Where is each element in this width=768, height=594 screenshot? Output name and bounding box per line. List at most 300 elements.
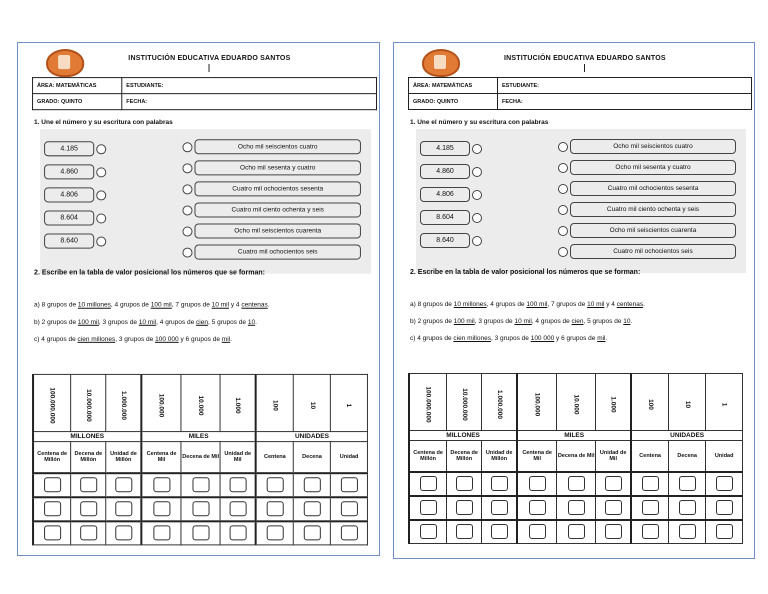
answer-cell — [181, 473, 220, 497]
underlined-value: 10 mil — [211, 301, 230, 309]
word-box[interactable]: Ocho mil seiscientos cuarenta — [194, 224, 360, 239]
connector-dot[interactable] — [472, 144, 482, 154]
underlined-value: cien — [196, 318, 209, 326]
header — [18, 43, 379, 121]
connector-dot[interactable] — [182, 184, 192, 194]
item-text: , 3 grupos de — [98, 318, 139, 326]
item-text: . — [255, 318, 257, 326]
answer-cell — [706, 496, 743, 520]
answer-cell — [596, 496, 632, 520]
answer-cell — [517, 496, 557, 520]
answer-cell — [33, 473, 71, 497]
connector-dot[interactable] — [558, 163, 568, 173]
place-value-heading — [293, 374, 330, 431]
column-heading: Decena de Mil — [181, 442, 220, 474]
column-heading: Decena de Millón — [71, 442, 106, 474]
column-heading: Unidad de Millón — [482, 441, 518, 473]
place-value-heading — [106, 374, 142, 431]
exercise-2-title: 2. Escribe en la tabla de valor posicional los números que se forman: — [34, 269, 265, 277]
digit-input-box[interactable] — [341, 477, 358, 492]
digit-input-box[interactable] — [303, 477, 320, 492]
answer-cell — [106, 497, 142, 521]
connector-dot[interactable] — [472, 236, 482, 246]
answer-cell — [409, 520, 447, 544]
item-text: , 3 grupos de — [474, 318, 515, 325]
answer-cell — [141, 521, 181, 545]
exercise-2-item — [410, 318, 632, 325]
digit-input-box[interactable] — [303, 526, 320, 541]
column-heading: Decena de Mil — [557, 441, 596, 473]
connector-dot[interactable] — [96, 144, 106, 154]
digit-input-box[interactable] — [568, 476, 585, 491]
connector-dot[interactable] — [182, 248, 192, 258]
connector-dot[interactable] — [558, 184, 568, 194]
answer-cell — [482, 472, 518, 496]
underlined-value: 10 millones — [77, 301, 111, 309]
answer-row — [33, 521, 368, 545]
answer-cell — [706, 472, 743, 496]
item-text: 2 grupos de — [41, 318, 78, 326]
column-heading: Centena — [631, 441, 669, 473]
answer-cell — [71, 521, 106, 545]
digit-input-box[interactable] — [420, 500, 437, 515]
column-heading: Centena de Mil — [517, 441, 557, 473]
digit-input-box[interactable] — [679, 500, 696, 515]
underlined-value: 100 mil — [150, 301, 172, 309]
column-heading: Centena de Millón — [409, 441, 447, 473]
exercise-2-item — [410, 301, 645, 308]
place-value-heading — [706, 374, 743, 431]
column-heading: Decena — [669, 441, 706, 473]
answer-cell — [106, 473, 142, 497]
word-box[interactable]: Ocho mil seiscientos cuatro — [570, 139, 736, 154]
answer-cell — [256, 521, 294, 545]
digit-input-box[interactable] — [529, 500, 546, 515]
underlined-value: cien millones — [453, 335, 491, 342]
item-label: a) — [34, 301, 40, 309]
connector-dot[interactable] — [472, 190, 482, 200]
digit-input-box[interactable] — [716, 500, 733, 515]
underlined-value: 10 — [623, 318, 631, 325]
word-box[interactable]: Cuatro mil ochocientos sesenta — [570, 181, 736, 196]
connector-dot[interactable] — [472, 167, 482, 177]
school-name: INSTITUCIÓN EDUCATIVA EDUARDO SANTOS — [128, 55, 291, 63]
period-heading: UNIDADES — [631, 431, 743, 441]
exercise-1-title: 1. Une el número y su escritura con palabras — [34, 119, 173, 127]
underlined-value: 100 mil — [77, 318, 99, 326]
area-label: ÁREA: MATEMÁTICAS — [33, 78, 122, 94]
digit-input-box[interactable] — [642, 500, 659, 515]
answer-cell — [517, 520, 557, 544]
area-label: ÁREA: MATEMÁTICAS — [409, 78, 498, 94]
place-value-number: 100 — [646, 399, 654, 410]
number-box[interactable]: 4.806 — [44, 187, 94, 202]
answer-cell — [220, 497, 256, 521]
number-box[interactable]: 4.860 — [44, 164, 94, 179]
underlined-value: 10 mil — [587, 301, 605, 308]
word-box[interactable]: Cuatro mil ochocientos seis — [570, 244, 736, 259]
digit-input-box[interactable] — [80, 477, 97, 492]
place-value-number: 1.000.000 — [119, 391, 127, 421]
digit-input-box[interactable] — [456, 476, 473, 491]
underlined-value: cien — [571, 318, 584, 325]
digit-input-box[interactable] — [420, 476, 437, 491]
column-heading: Unidad — [706, 441, 743, 473]
place-value-heading — [557, 374, 596, 431]
worksheet-content — [394, 43, 754, 462]
digit-input-box[interactable] — [192, 477, 209, 492]
column-heading: Unidad de Mil — [220, 442, 256, 474]
item-label: c) — [410, 335, 416, 342]
place-value-number: 100.000.000 — [48, 387, 56, 424]
answer-cell — [517, 472, 557, 496]
digit-input-box[interactable] — [529, 476, 546, 491]
digit-input-box[interactable] — [568, 500, 585, 515]
word-box[interactable]: Cuatro mil ciento ochenta y seis — [194, 202, 360, 217]
place-value-number: 10.000 — [572, 394, 580, 415]
school-logo — [422, 49, 460, 77]
underlined-value: cien millones — [77, 335, 116, 343]
place-value-heading — [33, 374, 71, 431]
underlined-value: centenas — [616, 301, 644, 308]
digit-input-box[interactable] — [153, 477, 170, 492]
answer-cell — [596, 520, 632, 544]
underlined-value: 100 000 — [155, 335, 179, 343]
exercise-2-item — [34, 336, 232, 343]
digit-input-box[interactable] — [266, 526, 283, 541]
answer-cell — [220, 473, 256, 497]
place-value-heading — [71, 374, 106, 431]
column-heading: Centena de Millón — [33, 442, 71, 474]
place-value-heading — [256, 374, 294, 431]
item-label: a) — [410, 301, 416, 308]
item-text: , 5 grupos de — [583, 318, 624, 325]
word-box[interactable]: Cuatro mil ochocientos seis — [194, 245, 360, 260]
answer-cell — [256, 473, 294, 497]
digit-input-box[interactable] — [266, 477, 283, 492]
school-name: INSTITUCIÓN EDUCATIVA EDUARDO SANTOS — [504, 55, 666, 62]
answer-cell — [220, 521, 256, 545]
student-info-table — [32, 77, 377, 110]
place-value-heading — [141, 374, 181, 431]
digit-input-box[interactable] — [229, 477, 246, 492]
answer-cell — [33, 497, 71, 521]
digit-input-box[interactable] — [80, 526, 97, 541]
item-text: , 4 grupos de — [531, 318, 572, 325]
item-text: , 7 grupos de — [547, 301, 588, 308]
number-box[interactable]: 4.806 — [420, 187, 470, 202]
digit-input-box[interactable] — [456, 500, 473, 515]
answer-cell — [293, 497, 330, 521]
place-value-number: 1 — [345, 403, 353, 408]
connector-dot[interactable] — [472, 213, 482, 223]
underlined-value: 10 millones — [453, 301, 487, 308]
item-text: y 6 grupos de — [178, 335, 222, 343]
digit-input-box[interactable] — [491, 524, 508, 539]
period-heading: MILES — [517, 431, 631, 441]
exercise-2-title: 2. Escribe en la tabla de valor posicional los números que se forman: — [410, 269, 641, 276]
connector-dot[interactable] — [182, 163, 192, 173]
header — [394, 43, 754, 121]
underlined-value: mil — [221, 335, 231, 343]
connector-dot[interactable] — [96, 213, 106, 223]
answer-row — [409, 472, 743, 496]
exercise-1-title: 1. Une el número y su escritura con palabras — [410, 119, 549, 126]
digit-input-box[interactable] — [491, 476, 508, 491]
digit-input-box[interactable] — [605, 500, 622, 515]
underlined-value: 10 mil — [138, 318, 157, 326]
date-label: FECHA: — [498, 94, 752, 110]
place-value-heading — [517, 374, 557, 431]
answer-cell — [181, 521, 220, 545]
answer-cell — [141, 497, 181, 521]
place-value-heading — [447, 374, 482, 431]
underlined-value: 100 mil — [526, 301, 548, 308]
place-value-heading — [482, 374, 518, 431]
place-value-number: 1.000.000 — [495, 390, 503, 419]
word-box[interactable]: Ocho mil seiscientos cuarenta — [570, 223, 736, 238]
digit-input-box[interactable] — [568, 524, 585, 539]
answer-cell — [71, 497, 106, 521]
place-value-number: 10 — [683, 400, 691, 409]
digit-input-box[interactable] — [456, 524, 473, 539]
number-box[interactable]: 4.860 — [420, 164, 470, 179]
answer-cell — [596, 472, 632, 496]
answer-cell — [331, 497, 368, 521]
answer-cell — [669, 472, 706, 496]
digit-input-box[interactable] — [716, 476, 733, 491]
digit-input-box[interactable] — [642, 524, 659, 539]
digit-input-box[interactable] — [679, 476, 696, 491]
digit-input-box[interactable] — [115, 526, 132, 541]
place-value-table — [32, 374, 368, 545]
underlined-value: 10 mil — [514, 318, 532, 325]
item-text: y 6 grupos de — [554, 335, 598, 342]
period-heading: MILES — [141, 432, 255, 442]
item-text: , 3 grupos de — [115, 335, 156, 343]
answer-cell — [482, 496, 518, 520]
item-text: 4 grupos de — [41, 335, 78, 343]
place-value-number: 10.000.000 — [460, 388, 468, 421]
exercise-2-item — [34, 319, 257, 326]
place-value-number: 1.000 — [609, 396, 617, 413]
digit-input-box[interactable] — [605, 524, 622, 539]
answer-cell — [106, 521, 142, 545]
word-box[interactable]: Cuatro mil ciento ochenta y seis — [570, 202, 736, 217]
digit-input-box[interactable] — [80, 502, 97, 517]
digit-input-box[interactable] — [266, 502, 283, 517]
underlined-value: mil — [597, 335, 606, 342]
digit-input-box[interactable] — [491, 500, 508, 515]
school-logo — [46, 49, 84, 77]
item-label: b) — [410, 318, 416, 325]
answer-cell — [181, 497, 220, 521]
column-heading: Centena — [256, 442, 294, 474]
connector-dot[interactable] — [96, 237, 106, 247]
number-box[interactable]: 8.604 — [44, 210, 94, 225]
worksheet-content — [18, 43, 379, 464]
connector-dot[interactable] — [182, 205, 192, 215]
period-heading: UNIDADES — [256, 432, 368, 442]
digit-input-box[interactable] — [153, 526, 170, 541]
grade-label: GRADO: QUINTO — [33, 94, 122, 110]
underlined-value: 100 mil — [453, 318, 475, 325]
digit-input-box[interactable] — [341, 502, 358, 517]
student-info-table — [408, 77, 752, 110]
column-heading: Centena de Mil — [141, 442, 181, 474]
worksheet-right — [393, 42, 755, 559]
period-heading: MILLONES — [33, 432, 141, 442]
place-value-table — [408, 373, 743, 544]
digit-input-box[interactable] — [679, 524, 696, 539]
answer-cell — [141, 473, 181, 497]
digit-input-box[interactable] — [44, 477, 61, 492]
answer-row — [33, 497, 368, 521]
period-heading: MILLONES — [409, 431, 517, 441]
column-heading: Unidad de Millón — [106, 442, 142, 474]
worksheet-left — [17, 42, 380, 556]
place-value-heading — [669, 374, 706, 431]
number-box[interactable]: 4.185 — [420, 141, 470, 156]
place-value-heading — [181, 374, 220, 431]
digit-input-box[interactable] — [192, 502, 209, 517]
word-box[interactable]: Ocho mil sesenta y cuatro — [194, 160, 360, 175]
item-text: 4 grupos de — [417, 335, 454, 342]
answer-cell — [557, 520, 596, 544]
connector-dot[interactable] — [558, 226, 568, 236]
digit-input-box[interactable] — [153, 502, 170, 517]
column-heading: Unidad — [331, 442, 368, 474]
answer-cell — [71, 473, 106, 497]
place-value-number: 10 — [308, 401, 316, 410]
digit-input-box[interactable] — [115, 502, 132, 517]
answer-cell — [447, 520, 482, 544]
answer-cell — [631, 520, 669, 544]
digit-input-box[interactable] — [341, 526, 358, 541]
column-heading: Unidad de Mil — [596, 441, 632, 473]
digit-input-box[interactable] — [716, 524, 733, 539]
column-heading: Decena de Millón — [447, 441, 482, 473]
answer-cell — [706, 520, 743, 544]
answer-row — [33, 473, 368, 497]
place-value-heading — [631, 374, 669, 431]
place-value-number: 100.000 — [158, 393, 166, 418]
answer-cell — [256, 497, 294, 521]
connector-dot[interactable] — [96, 190, 106, 200]
item-text: y 4 — [229, 301, 242, 309]
underlined-value: 10 — [247, 318, 256, 326]
item-label: c) — [34, 335, 40, 343]
item-text: , 3 grupos de — [490, 335, 531, 342]
word-box[interactable]: Ocho mil seiscientos cuatro — [194, 139, 360, 154]
student-label: ESTUDIANTE: — [122, 78, 377, 94]
item-text: 2 grupos de — [417, 318, 454, 325]
item-label: b) — [34, 318, 40, 326]
answer-cell — [482, 520, 518, 544]
item-text: , 4 grupos de — [110, 301, 151, 309]
word-box[interactable]: Ocho mil sesenta y cuatro — [570, 160, 736, 175]
connector-dot[interactable] — [558, 205, 568, 215]
digit-input-box[interactable] — [44, 502, 61, 517]
digit-input-box[interactable] — [420, 524, 437, 539]
answer-cell — [331, 521, 368, 545]
answer-cell — [447, 472, 482, 496]
digit-input-box[interactable] — [642, 476, 659, 491]
answer-cell — [557, 472, 596, 496]
answer-cell — [331, 473, 368, 497]
answer-cell — [293, 473, 330, 497]
text-cursor — [584, 64, 585, 72]
item-text: . — [230, 335, 232, 343]
digit-input-box[interactable] — [529, 524, 546, 539]
item-text: , 4 grupos de — [156, 318, 197, 326]
number-box[interactable]: 8.640 — [44, 234, 94, 249]
answer-cell — [293, 521, 330, 545]
item-text: , 5 grupos de — [208, 318, 248, 326]
word-box[interactable]: Cuatro mil ochocientos sesenta — [194, 181, 360, 196]
exercise-2-item — [410, 335, 607, 342]
item-text: 8 grupos de — [41, 301, 78, 309]
digit-input-box[interactable] — [605, 476, 622, 491]
item-text: y 4 — [604, 301, 617, 308]
answer-cell — [409, 496, 447, 520]
place-value-heading — [409, 374, 447, 431]
answer-cell — [631, 496, 669, 520]
place-value-number: 1 — [720, 402, 728, 407]
connector-dot[interactable] — [558, 142, 568, 152]
answer-cell — [631, 472, 669, 496]
item-text: 8 grupos de — [417, 301, 454, 308]
number-box[interactable]: 4.185 — [44, 141, 94, 156]
item-text: . — [643, 301, 645, 308]
item-text: , 4 grupos de — [486, 301, 527, 308]
digit-input-box[interactable] — [44, 526, 61, 541]
digit-input-box[interactable] — [229, 502, 246, 517]
place-value-number: 10.000.000 — [84, 389, 92, 422]
answer-cell — [447, 496, 482, 520]
number-box[interactable]: 8.604 — [420, 210, 470, 225]
place-value-number: 10.000 — [197, 395, 205, 416]
answer-cell — [33, 521, 71, 545]
place-value-number: 100.000 — [533, 392, 541, 417]
date-label: FECHA: — [122, 94, 377, 110]
place-value-heading — [220, 374, 256, 431]
number-box[interactable]: 8.640 — [420, 233, 470, 248]
underlined-value: 100 000 — [530, 335, 555, 342]
connector-dot[interactable] — [182, 142, 192, 152]
item-text: . — [630, 318, 633, 325]
digit-input-box[interactable] — [115, 477, 132, 492]
connector-dot[interactable] — [96, 167, 106, 177]
connector-dot[interactable] — [182, 227, 192, 237]
digit-input-box[interactable] — [229, 526, 246, 541]
answer-row — [409, 520, 743, 544]
place-value-number: 100.000.000 — [424, 386, 432, 423]
answer-cell — [557, 496, 596, 520]
place-value-number: 1.000 — [234, 397, 242, 414]
exercise-2-item — [34, 302, 270, 309]
item-text: . — [267, 301, 270, 309]
item-text: , 7 grupos de — [171, 301, 212, 309]
place-value-heading — [596, 374, 632, 431]
connector-dot[interactable] — [558, 247, 568, 257]
student-label: ESTUDIANTE: — [498, 78, 752, 94]
answer-cell — [409, 472, 447, 496]
digit-input-box[interactable] — [303, 502, 320, 517]
answer-row — [409, 496, 743, 520]
digit-input-box[interactable] — [192, 526, 209, 541]
item-text: . — [605, 335, 608, 342]
